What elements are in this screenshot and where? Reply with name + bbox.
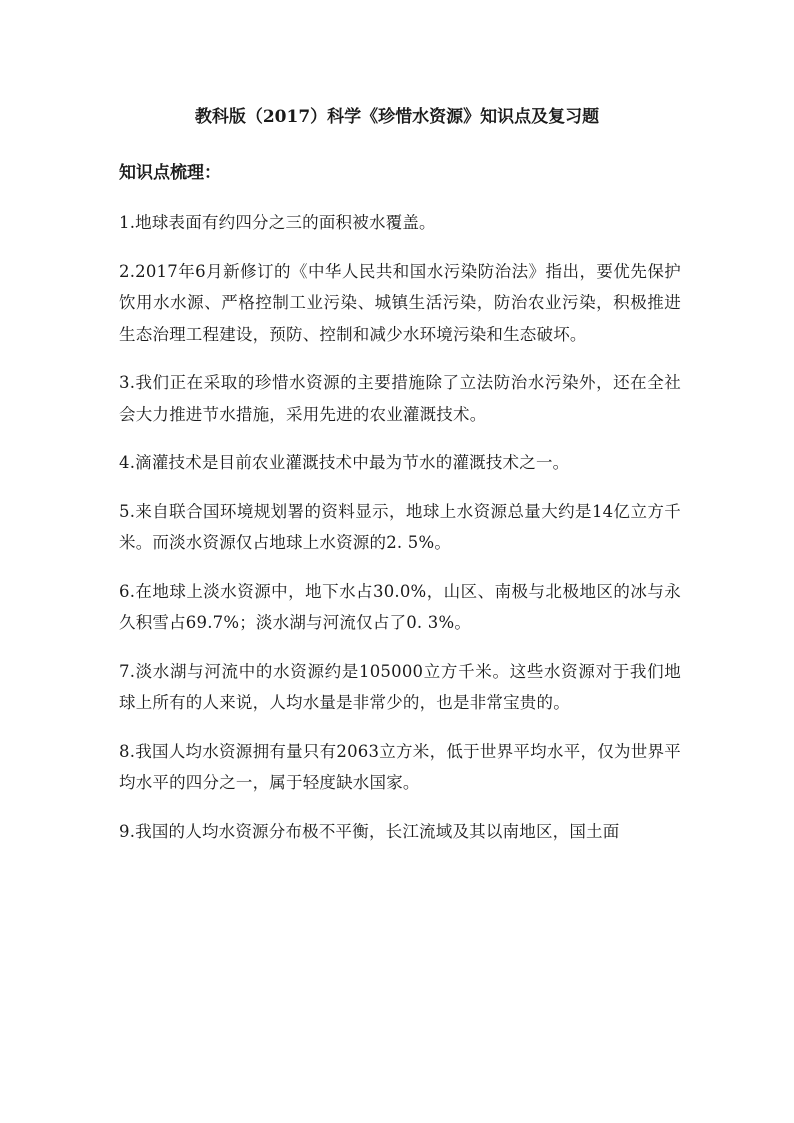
list-item: 2.2017年6月新修订的《中华人民共和国水污染防治法》指出，要优先保护饮用水水源、严格控制工业污染、城镇生活污染，防治农业污染，积极推进生态治理工程建设，预防、控制和减少水环境污染和生态破坏。 — [119, 261, 681, 344]
section-heading: 知识点梳理： — [119, 163, 221, 183]
list-item: 7.淡水湖与河流中的水资源约是105000立方千米。这些水资源对于我们地球上所有的人来说，人均水量是非常少的，也是非常宝贵的。 — [119, 661, 681, 712]
list-item: 3.我们正在采取的珍惜水资源的主要措施除了立法防治水污染外，还在全社会大力推进节水措施，采用先进的农业灌溉技术。 — [119, 373, 681, 424]
list-item: 1.地球表面有约四分之三的面积被水覆盖。 — [119, 213, 436, 232]
list-item: 9.我国的人均水资源分布极不平衡，长江流域及其以南地区，国土面 — [119, 821, 620, 841]
list-item: 8.我国人均水资源拥有量只有2063立方米，低于世界平均水平，仅为世界平均水平的四分之一，属于轻度缺水国家。 — [119, 741, 681, 792]
knowledge-point-list — [119, 207, 681, 864]
list-item: 5.来自联合国环境规划署的资料显示，地球上水资源总量大约是14亿立方千米。而淡水资源仅占地球上水资源的2. 5%。 — [119, 501, 681, 552]
list-item: 6.在地球上淡水资源中，地下水占30.0%，山区、南极与北极地区的冰与永久积雪占69.7%；淡水湖与河流仅占了0. 3%。 — [119, 581, 681, 632]
document-title: 教科版（2017）科学《珍惜水资源》知识点及复习题 — [194, 107, 600, 127]
list-item: 4.滴灌技术是目前农业灌溉技术中最为节水的灌溉技术之一。 — [119, 453, 570, 472]
